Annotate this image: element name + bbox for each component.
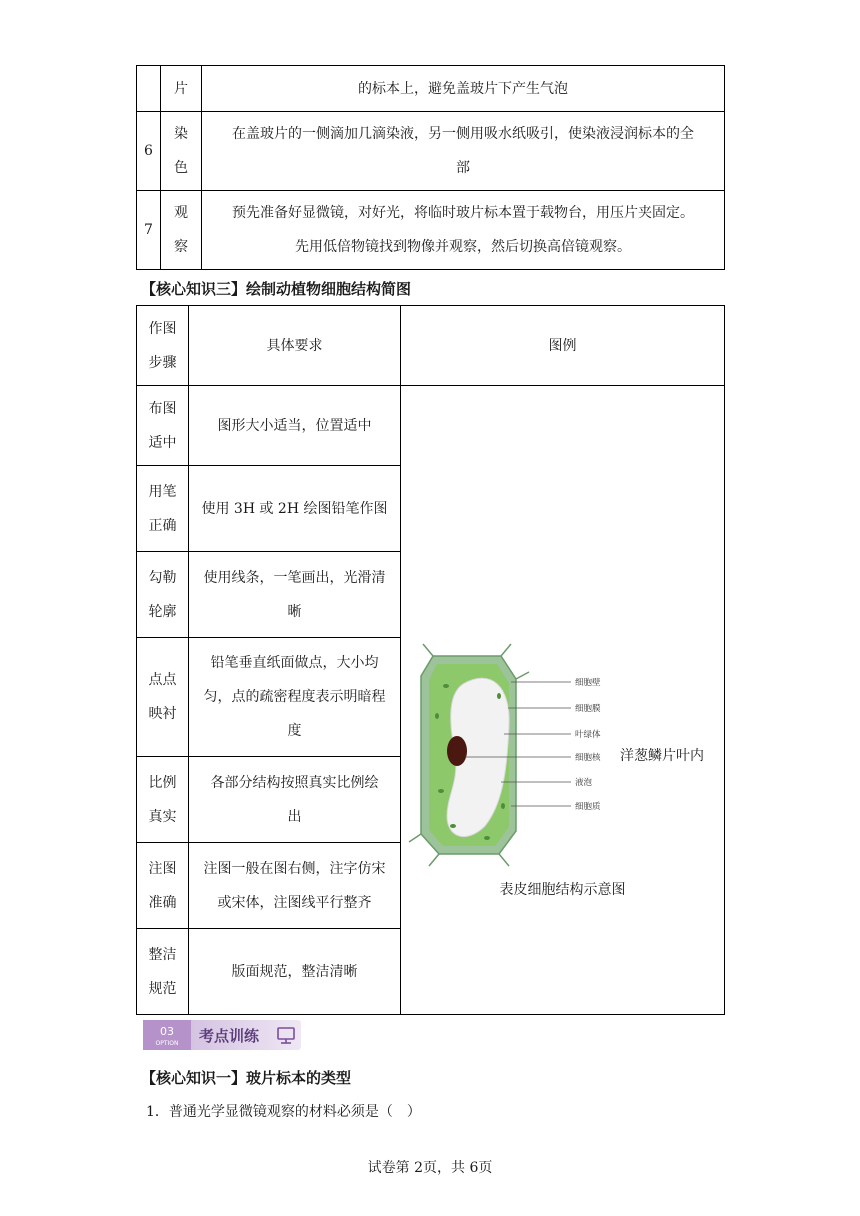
drawing-steps-table — [136, 305, 725, 1015]
table-row — [137, 112, 725, 191]
page-footer: 试卷第 2页，共 6页 — [367, 1160, 493, 1176]
step-name: 染 色 — [161, 112, 202, 191]
requirement: 铅笔垂直纸面做点，大小均 匀，点的疏密程度表示明暗程 度 — [189, 638, 401, 757]
section-banner — [143, 1018, 303, 1054]
cell-label: 细胞膜 — [575, 704, 601, 714]
step-name: 用笔 正确 — [137, 466, 189, 552]
nucleus-shape — [447, 736, 467, 766]
banner-title: 考点训练 — [199, 1027, 260, 1045]
requirement: 使用 3H 或 2H 绘图铅笔作图 — [189, 466, 401, 552]
requirement: 注图一般在图右侧，注字仿宋 或宋体，注图线平行整齐 — [189, 843, 401, 929]
section-heading: 【核心知识一】玻片标本的类型 — [141, 1069, 352, 1087]
table-row — [137, 386, 725, 466]
cell-label: 细胞核 — [575, 753, 601, 763]
header-requirement: 具体要求 — [189, 306, 401, 386]
banner-number: 03 — [160, 1025, 174, 1038]
cell-label: 细胞质 — [575, 802, 601, 812]
step-description: 的标本上，避免盖玻片下产生气泡 — [202, 66, 725, 112]
question-text: 1．普通光学显微镜观察的材料必须是（ ） — [146, 1104, 421, 1120]
step-description: 在盖玻片的一侧滴加几滴染液，另一侧用吸水纸吸引，使染液浸润标本的全 部 — [202, 112, 725, 191]
onion-cell-diagram — [401, 386, 724, 1014]
procedure-table — [136, 65, 725, 270]
figure-side-label: 洋葱鳞片叶内 — [620, 748, 704, 764]
header-step: 作图 步骤 — [137, 306, 189, 386]
step-name: 点点 映衬 — [137, 638, 189, 757]
step-number — [137, 66, 161, 112]
section-heading: 【核心知识三】绘制动植物细胞结构简图 — [141, 280, 412, 298]
figure-caption: 表皮细胞结构示意图 — [499, 882, 626, 898]
requirement: 各部分结构按照真实比例绘 出 — [189, 757, 401, 843]
cell-label: 叶绿体 — [575, 730, 601, 740]
step-name: 片 — [161, 66, 202, 112]
table-row — [137, 66, 725, 112]
requirement: 图形大小适当，位置适中 — [189, 386, 401, 466]
step-name: 注图 准确 — [137, 843, 189, 929]
step-name: 比例 真实 — [137, 757, 189, 843]
step-number: 6 — [137, 112, 161, 191]
table-header-row — [137, 306, 725, 386]
step-number: 7 — [137, 191, 161, 270]
header-example: 图例 — [401, 306, 725, 386]
step-name: 勾勒 轮廓 — [137, 552, 189, 638]
banner-sub: OPTION — [155, 1040, 179, 1047]
requirement: 使用线条，一笔画出，光滑清 晰 — [189, 552, 401, 638]
cell-label: 液泡 — [575, 778, 593, 788]
step-description: 预先准备好显微镜，对好光，将临时玻片标本置于载物台，用压片夹固定。 先用低倍物镜找到物像并观察，然后切换高倍镜观察。 — [202, 191, 725, 270]
requirement: 版面规范，整洁清晰 — [189, 929, 401, 1015]
step-name: 观 察 — [161, 191, 202, 270]
figure-cell — [401, 386, 725, 1015]
table-row — [137, 191, 725, 270]
step-name: 整洁 规范 — [137, 929, 189, 1015]
step-name: 布图 适中 — [137, 386, 189, 466]
cell-label: 细胞壁 — [575, 678, 601, 688]
